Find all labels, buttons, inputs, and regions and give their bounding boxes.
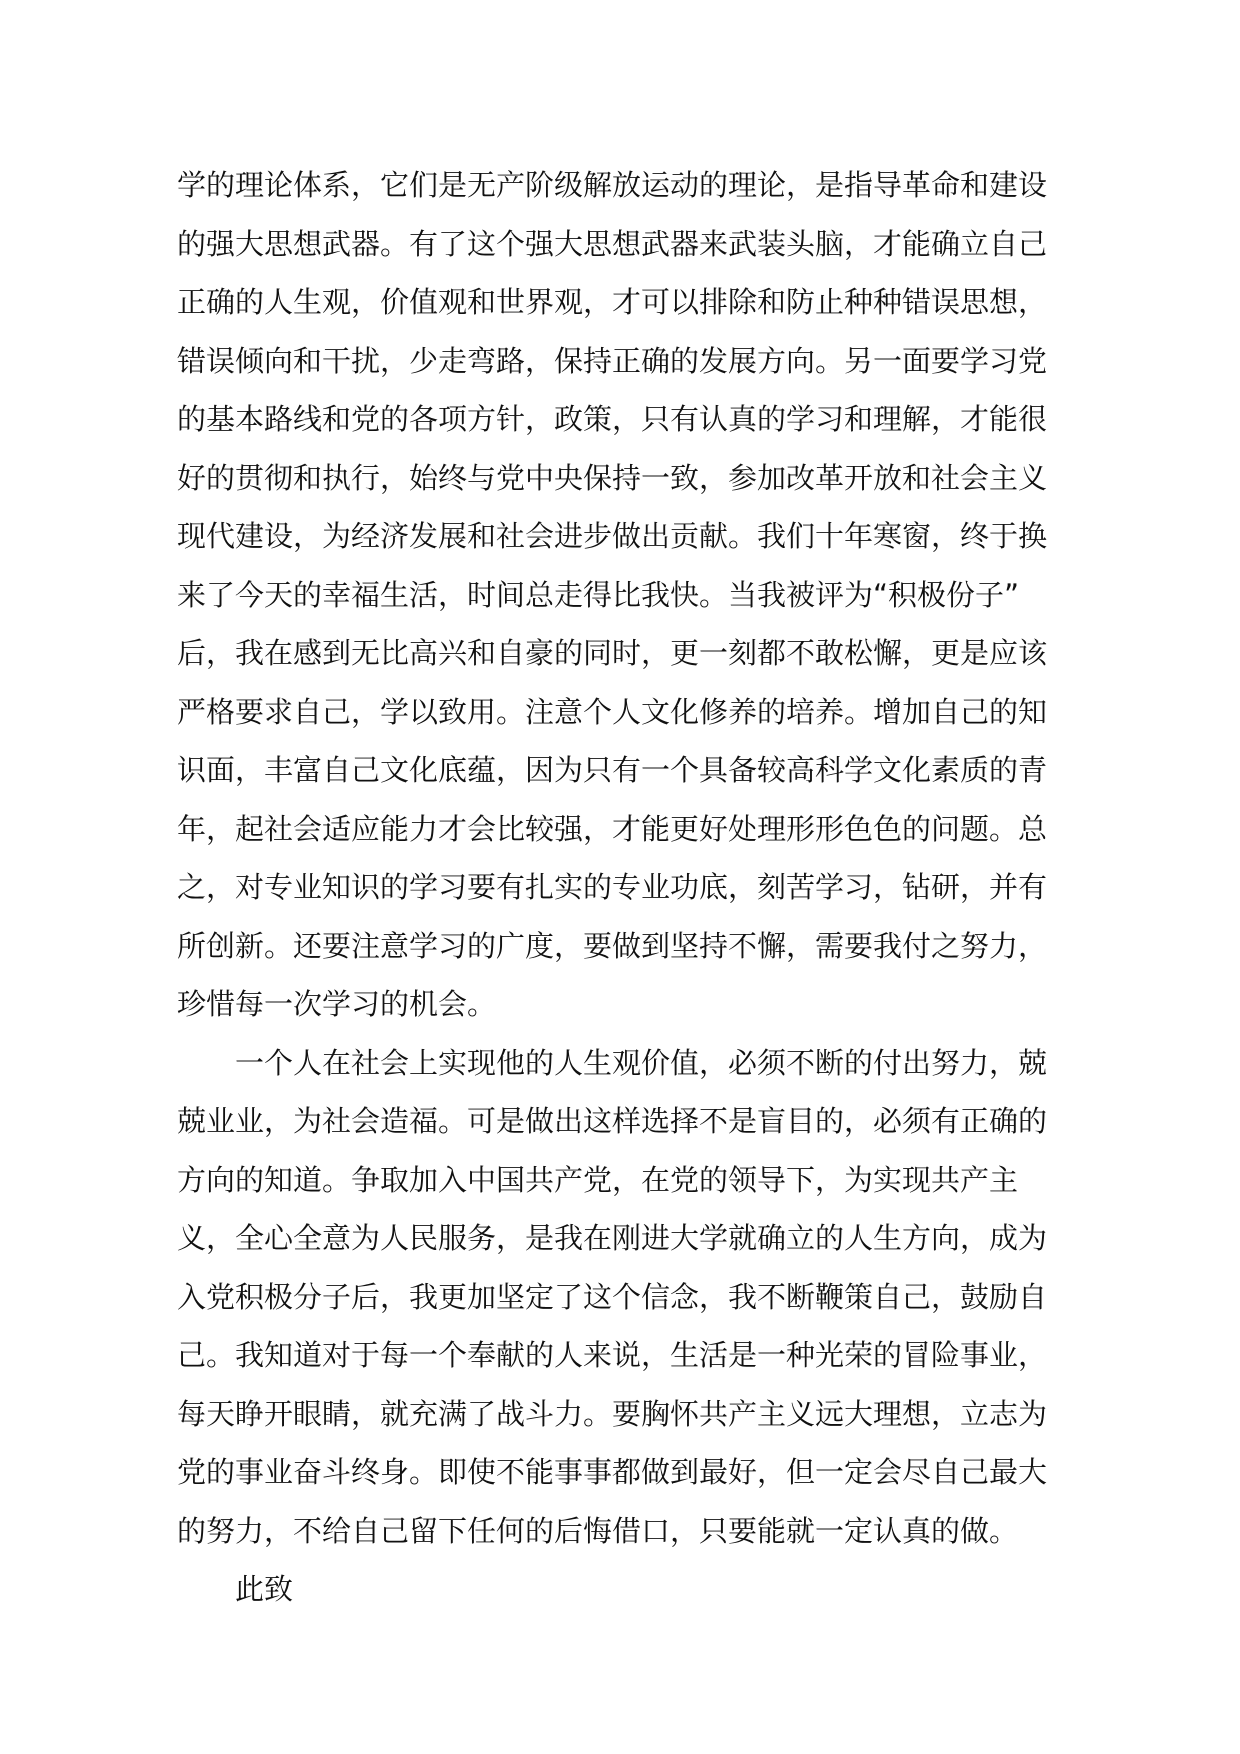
text-line: 珍惜每一次学习的机会。 <box>177 987 497 1021</box>
text-line: 好的贯彻和执行，始终与党中央保持一致，参加改革开放和社会主义 <box>177 460 1048 495</box>
text-line: 识面，丰富自己文化底蕴，因为只有一个具备较高科学文化素质的青 <box>177 753 1048 787</box>
text-line: 来了今天的幸福生活，时间总走得比我快。当我被评为“积极份子” <box>177 577 1020 612</box>
text-line: 现代建设，为经济发展和社会进步做出贡献。我们十年寒窗，终于换 <box>177 519 1048 553</box>
text-line: 兢业业，为社会造福。可是做出这样选择不是盲目的，必须有正确的 <box>177 1104 1048 1138</box>
text-line: 之，对专业知识的学习要有扎实的专业功底，刻苦学习，钻研，并有 <box>177 870 1048 904</box>
text-line: 一个人在社会上实现他的人生观价值，必须不断的付出努力，兢 <box>177 1045 1048 1080</box>
text-line: 年，起社会适应能力才会比较强，才能更好处理形形色色的问题。总 <box>177 811 1048 846</box>
text-line: 方向的知道。争取加入中国共产党，在党的领导下，为实现共产主 <box>177 1162 1019 1197</box>
text-line: 所创新。还要注意学习的广度，要做到坚持不懈，需要我付之努力， <box>177 928 1048 963</box>
text-line: 后，我在感到无比高兴和自豪的同时，更一刻都不敢松懈，更是应该 <box>177 636 1048 670</box>
text-line: 的基本路线和党的各项方针，政策，只有认真的学习和理解，才能很 <box>177 402 1048 436</box>
text-line: 错误倾向和干扰，少走弯路，保持正确的发展方向。另一面要学习党 <box>177 343 1048 378</box>
text-line: 每天睁开眼睛，就充满了战斗力。要胸怀共产主义远大理想，立志为 <box>177 1396 1048 1431</box>
text-line: 义，全心全意为人民服务，是我在刚进大学就确立的人生方向，成为 <box>177 1221 1048 1255</box>
text-line: 此致 <box>177 1572 294 1606</box>
text-line: 的努力，不给自己留下任何的后悔借口，只要能就一定认真的做。 <box>177 1513 1019 1548</box>
text-line: 正确的人生观，价值观和世界观，才可以排除和防止种种错误思想， <box>177 285 1048 319</box>
text-line: 严格要求自己，学以致用。注意个人文化修养的培养。增加自己的知 <box>177 694 1048 729</box>
text-line: 的强大思想武器。有了这个强大思想武器来武装头脑，才能确立自己 <box>177 226 1048 261</box>
text-line: 入党积极分子后，我更加坚定了这个信念，我不断鞭策自己，鼓励自 <box>177 1279 1048 1314</box>
text-line: 己。我知道对于每一个奉献的人来说，生活是一种光荣的冒险事业， <box>177 1338 1048 1372</box>
letter-body <box>177 156 1067 1619</box>
text-line: 学的理论体系，它们是无产阶级解放运动的理论，是指导革命和建设 <box>177 168 1048 202</box>
text-line: 党的事业奋斗终身。即使不能事事都做到最好，但一定会尽自己最大 <box>177 1455 1048 1489</box>
